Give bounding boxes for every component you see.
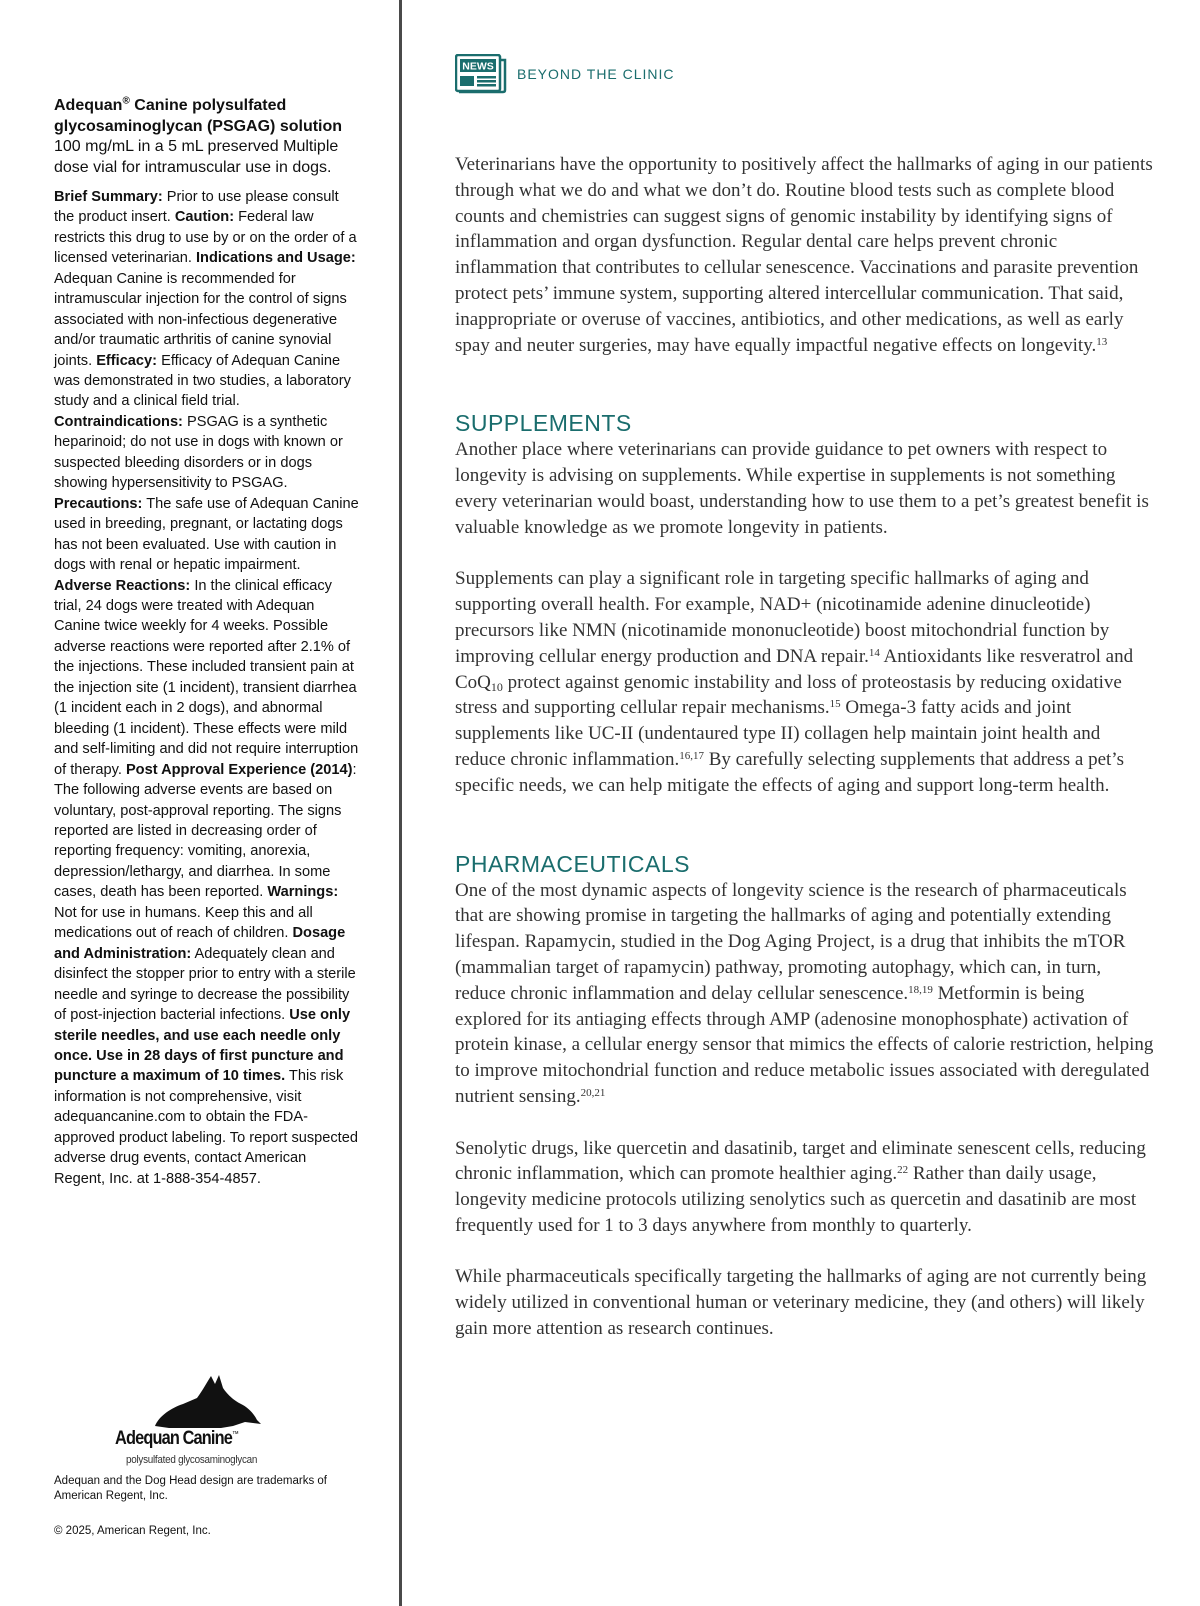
article-body <box>455 152 1155 1342</box>
brief-text: The safe use of Adequan Canine used in breeding, pregnant, or lactating dogs has not been evaluated. Use with caution in dogs with renal or hepatic impairment. <box>54 495 359 574</box>
brief-heading: Warnings: <box>267 884 339 901</box>
brief-heading: Precautions: <box>54 495 143 512</box>
citation-ref: 16,17 <box>679 749 704 762</box>
article-paragraph <box>455 152 1155 358</box>
brief-text: Prior to use please consult the product insert. <box>54 188 339 226</box>
article-paragraph <box>455 566 1155 798</box>
brief-heading: Use only sterile needles, and use each needle only once. Use in 28 days of first puncture and puncture a maximum of 10 times. <box>54 1007 351 1085</box>
brief-heading: Brief Summary: <box>54 188 163 205</box>
citation-ref: 13 <box>1096 335 1108 348</box>
brief-heading: Indications and Usage: <box>195 250 356 267</box>
brief-text: : The following adverse events are based on voluntary, post-approval reporting. The signs reported are listed in decreasing order of reporting frequency: vomiting, anorexia, depression/lethargy, and diarrhea. In some cases, death has been reported. <box>54 761 357 901</box>
brief-text: This risk information is not comprehensive, visit adequancanine.com to obtain the FDA-approved product labeling. To report suspected adverse drug events, contact American Regent, Inc. at 1-888-354-4857. <box>54 1068 358 1187</box>
trademark-notice: Adequan and the Dog Head design are trademarks of American Regent, Inc. <box>54 1475 327 1502</box>
article-text: protect against genomic instability and loss of proteostasis by reducing oxidative stress and supporting cellular repair mechanisms. <box>455 671 1122 719</box>
article-paragraph <box>455 1136 1155 1239</box>
article-paragraph <box>455 1264 1155 1341</box>
brief-heading: Caution: <box>174 209 235 226</box>
product-safety-sidebar <box>54 92 359 1189</box>
article-text: Rather than daily usage, longevity medicine protocols utilizing senolytics such as quercetin and dasatinib are most frequently used for 1 to 3 days anywhere from monthly to quarterly. <box>455 1163 1137 1236</box>
brief-summary <box>54 187 359 1189</box>
brief-text: Adequately clean and disinfect the stopper prior to entry with a sterile needle and syringe to decrease the possibility of post-injection bacterial infections. <box>54 945 356 1024</box>
heading-supplements: SUPPLEMENTS <box>455 410 632 437</box>
brief-text: PSGAG is a synthetic heparinoid; do not use in dogs with known or suspected bleeding disorders or in dogs showing hypersensitivity to PSGAG. <box>54 413 343 492</box>
brief-text: Federal law restricts this drug to use by or on the order of a licensed veterinarian. <box>54 209 357 267</box>
svg-text:NEWS: NEWS <box>462 60 494 73</box>
heading-pharmaceuticals: PHARMACEUTICALS <box>455 850 690 877</box>
article-paragraph <box>455 878 1155 1110</box>
article-text: Antioxidants like resveratrol and CoQ <box>455 645 1134 693</box>
column-divider <box>399 0 402 1606</box>
citation-ref: 20,21 <box>580 1086 606 1099</box>
section-header <box>455 54 675 94</box>
brand-name: Adequan Canine™ <box>115 1428 238 1449</box>
brief-heading: Dosage and Administration: <box>54 925 346 962</box>
article-text: Metformin is being explored for its antiaging effects through AMP (adenosine monophosphate) activation of protein kinase, a cellular energy sensor that mimics the effects of calorie restriction, helping to improve mitochondrial function and reduce metabolic issues associated with deregulated nutrient sensing. <box>455 982 1154 1107</box>
article-text: Senolytic drugs, like quercetin and dasatinib, target and eliminate senescent cells, reducing chronic inflammation, which can promote healthier aging. <box>455 1137 1146 1185</box>
article-text: Omega-3 fatty acids and joint supplements like UC-II (undentaured type II) collagen help maintain joint health and reduce chronic inflammation. <box>455 697 1101 770</box>
copyright-notice: © 2025, American Regent, Inc. <box>54 1525 211 1537</box>
brief-heading: Contraindications: <box>54 413 183 430</box>
section-title: BEYOND THE CLINIC <box>517 66 675 82</box>
citation-ref: 15 <box>829 698 841 711</box>
brief-text: Efficacy of Adequan Canine was demonstrated in two studies, a laboratory study and a clinical field trial. <box>54 352 351 410</box>
brief-text: Not for use in humans. Keep this and all medications out of reach of children. <box>54 904 313 942</box>
brief-heading: Post Approval Experience (2014) <box>125 761 353 778</box>
brand-subtitle: polysulfated glycosaminoglycan <box>126 1454 258 1466</box>
dog-head-logo-icon <box>149 1374 269 1430</box>
subscript: 10 <box>490 679 503 694</box>
brief-heading: Efficacy: <box>96 352 158 369</box>
article-text: By carefully selecting supplements that address a pet’s specific needs, we can help mitigate the effects of aging and support long-term health. <box>455 748 1124 796</box>
citation-ref: 18,19 <box>908 983 933 996</box>
article-text: Veterinarians have the opportunity to positively affect the hallmarks of aging in our patients through what we do and what we don’t do. Routine blood tests such as complete blood counts and chemistries can suggest signs of genomic instability by identifying signs of inflammation and organ dysfunction. Regular dental care helps prevent chronic inflammation that contributes to cellular senescence. Vaccinations and parasite prevention protect pets’ immune system, supporting altered intercellular communication. That said, inappropriate or overuse of vaccines, antibiotics, and other medications, as well as early spay and neuter surgeries, may have equally impactful negative effects on longevity. <box>455 154 1153 356</box>
citation-ref: 22 <box>897 1164 909 1177</box>
article-text: One of the most dynamic aspects of longevity science is the research of pharmaceuticals that are showing promise in targeting the hallmarks of aging and potentially extending lifespan. Rapamycin, studied in the Dog Aging Project, is a drug that inhibits the mTOR (mammalian target of rapamycin) pathway, promoting autophagy, which can, in turn, reduce chronic inflammation and delay cellular senescence. <box>455 879 1127 1004</box>
citation-ref: 14 <box>868 646 880 659</box>
article-text: While pharmaceuticals specifically targeting the hallmarks of aging are not currently being widely utilized in conventional human or veterinary medicine, they (and others) will likely gain more attention as research continues. <box>455 1266 1147 1340</box>
brief-text: Adequan Canine is recommended for intramuscular injection for the control of signs associated with non-infectious degenerative and/or traumatic arthritis of canine synovial joints. <box>54 270 347 369</box>
brief-text: In the clinical efficacy trial, 24 dogs were treated with Adequan Canine twice weekly for 4 weeks. Possible adverse reactions were reported after 2.1% of the injections. These included transient pain at the injection site (1 incident), transient diarrhea (1 incident each in 2 dogs), and abnormal bleeding (1 incident). These effects were mild and self-limiting and did not require interruption of therapy. <box>54 577 359 778</box>
article-paragraph <box>455 437 1155 540</box>
product-title: Adequan® Canine polysulfated glycosaminoglycan (PSGAG) solution 100 mg/mL in a 5 mL preserved Multiple dose vial for intramuscular use in dogs. <box>54 96 343 176</box>
brief-heading: Adverse Reactions: <box>54 577 191 594</box>
article-text: Supplements can play a significant role in targeting specific hallmarks of aging and supporting overall health. For example, NAD+ (nicotinamide adenine dinucleotide) precursors like NMN (nicotinamide mononucleotide) boost mitochondrial function by improving cellular energy production and DNA repair. <box>455 568 1110 667</box>
news-icon <box>455 54 507 94</box>
article-text: Another place where veterinarians can provide guidance to pet owners with respect to longevity is advising on supplements. While expertise in supplements is not something every veterinarian would boast, understanding how to use them to a pet’s greatest benefit is valuable knowledge as we promote longevity in patients. <box>455 439 1149 538</box>
